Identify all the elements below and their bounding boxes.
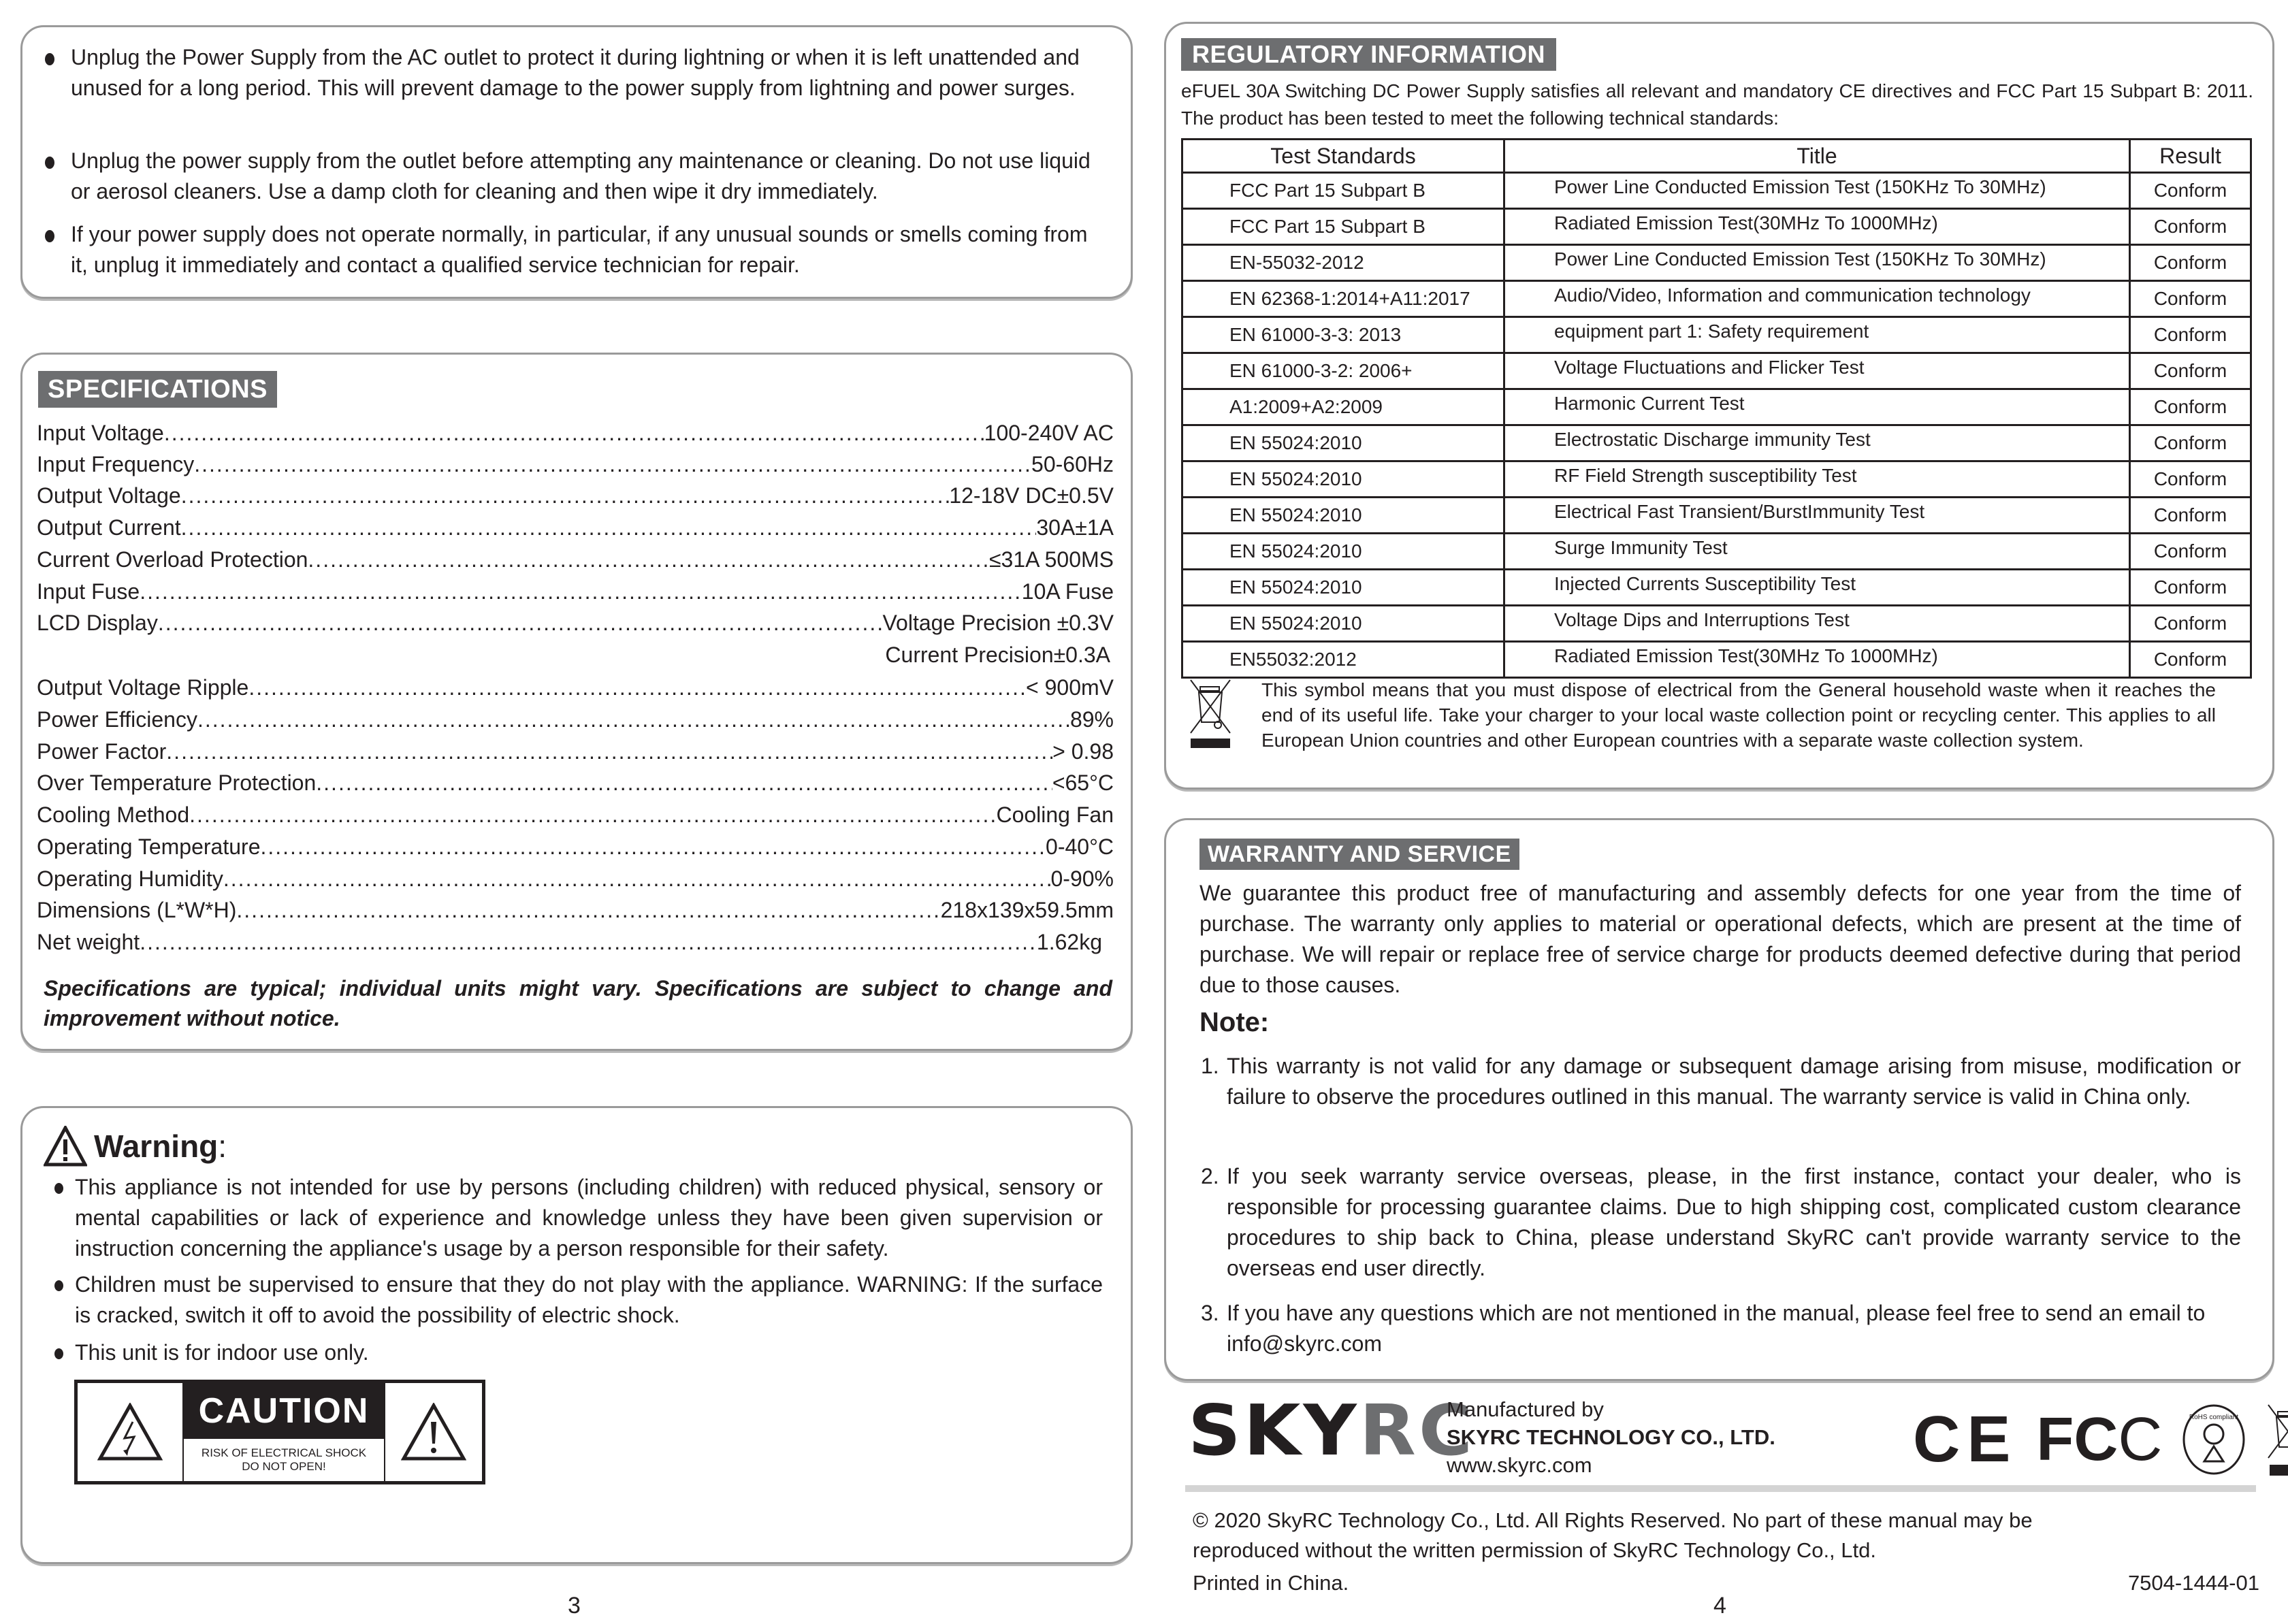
- caution-exclaim-panel: [384, 1383, 482, 1481]
- bullet-icon: [54, 1348, 63, 1359]
- spec-row: Operating Humidity ..... 0-90%: [37, 863, 1114, 894]
- electric-shock-icon: [97, 1403, 163, 1461]
- copyright: © 2020 SkyRC Technology Co., Ltd. All Rights Reserved. No part of these manual may be reproduced without the written permission of SkyRC Technology Co., Ltd.: [1193, 1508, 2033, 1562]
- spec-row: Current Overload Protection ..... ≤31A 500MS: [37, 544, 1114, 575]
- manufacturer-info: Manufactured by SKYRC TECHNOLOGY CO., LTD. www.skyrc.com: [1447, 1395, 1775, 1479]
- regulatory-intro: eFUEL 30A Switching DC Power Supply satisfies all relevant and mandatory CE directives and FCC Part 15 Subpart B: 2011. The product has been tested to meet the following technical standards:: [1181, 80, 2253, 129]
- bullet-icon: [54, 1280, 63, 1291]
- table-row: EN 55024:2010 Electrostatic Discharge immunity Test Conform: [1182, 425, 2251, 461]
- spec-row: Output Voltage Ripple ..... < 900mV: [37, 672, 1114, 703]
- spec-row: Power Factor ..... > 0.98: [37, 736, 1114, 767]
- warning-bullet: Children must be supervised to ensure that they do not play with the appliance. WARNING: If the surface is cracked, switch it off to avoid the possibility of electric shock.: [54, 1269, 1103, 1331]
- skyrc-logo: SKYRC: [1188, 1391, 1476, 1472]
- table-row: A1:2009+A2:2009 Harmonic Current Test Conform: [1182, 389, 2251, 425]
- warning-bullet: This appliance is not intended for use by persons (including children) with reduced physical, sensory or mental capabilities or lack of experience and knowledge unless they have been given supervision or instruction concerning the appliance's usage by a person responsible for their safety.: [54, 1172, 1103, 1264]
- regulatory-header: REGULATORY INFORMATION: [1181, 38, 1556, 71]
- spec-row: Over Temperature Protection ..... <65°C: [37, 767, 1114, 798]
- page-number-right: 4: [1713, 1593, 1726, 1619]
- table-row: EN 55024:2010 Surge Immunity Test Conform: [1182, 534, 2251, 570]
- table-row: EN 55024:2010 Electrical Fast Transient/BurstImmunity Test Conform: [1182, 498, 2251, 534]
- warning-bullet: This unit is for indoor use only.: [54, 1337, 1103, 1368]
- note-title: Note:: [1199, 1007, 1270, 1037]
- table-row: FCC Part 15 Subpart B Power Line Conducted Emission Test (150KHz To 30MHz) Conform: [1182, 173, 2251, 209]
- warranty-body: We guarantee this product free of manufacturing and assembly defects for one year from the time of purchase. The warranty only applies to material or operational defects, which are present at the time of purchase. We will repair or replace free of service charge for products deemed defective during that period due to those causes.: [1199, 881, 2241, 997]
- table-row: EN 61000-3-3: 2013 equipment part 1: Safety requirement Conform: [1182, 317, 2251, 353]
- spec-row: Net weight ..... 1.62kg: [37, 926, 1102, 958]
- rohs-compliant-icon: [2181, 1404, 2246, 1475]
- safety-bullet: Unplug the power supply from the outlet before attempting any maintenance or cleaning. Do not use liquid or aerosol cleaners. Use a damp cloth for cleaning and then wipe it dry immediately.: [45, 146, 1097, 207]
- weee-bin-icon: [2266, 1402, 2288, 1477]
- weee-symbol: [1188, 677, 1233, 751]
- table-row: EN55032:2012 Radiated Emission Test(30MHz To 1000MHz) Conform: [1182, 642, 2251, 678]
- spec-row: Power Efficiency ..... 89%: [37, 704, 1114, 735]
- spec-lcd-current-precision: Current Precision±0.3A: [885, 643, 1110, 667]
- specifications-note: Specifications are typical; individual units might vary. Specifications are subject to change and improvement without notice.: [44, 976, 1112, 1030]
- spec-row: Input Frequency ..... 50-60Hz: [37, 449, 1114, 480]
- spec-row: Operating Temperature ..... 0-40°C: [37, 831, 1114, 862]
- table-row: EN 62368-1:2014+A11:2017 Audio/Video, Information and communication technology Conform: [1182, 281, 2251, 317]
- caution-title: CAUTION: [184, 1383, 384, 1439]
- printed-in: Printed in China.: [1193, 1571, 1349, 1595]
- exclamation-triangle-icon: [401, 1403, 466, 1461]
- spec-row: Dimensions (L*W*H) ..... 218x139x59.5mm: [37, 894, 1114, 926]
- footer-separator: [1185, 1485, 2256, 1492]
- spec-row: Input Voltage ..... 100-240V AC: [37, 417, 1114, 449]
- page-number-left: 3: [568, 1593, 581, 1619]
- caution-shock-panel: [78, 1383, 184, 1481]
- crossed-bin-icon: [1188, 677, 1233, 748]
- table-header-row: Test Standards Title Result: [1182, 140, 2251, 173]
- regulatory-table: [1181, 138, 2252, 679]
- certification-marks: [1913, 1402, 2288, 1477]
- warranty-note: 1. This warranty is not valid for any damage or subsequent damage arising from misuse, modification or failure to observe the procedures outlined in this manual. The warranty service is valid in China only.: [1201, 1054, 2241, 1109]
- svg-text:RoHS compliant: RoHS compliant: [2189, 1414, 2239, 1421]
- table-row: FCC Part 15 Subpart B Radiated Emission Test(30MHz To 1000MHz) Conform: [1182, 209, 2251, 245]
- weee-text: This symbol means that you must dispose of electrical from the General household waste when it reaches the end of its useful life. Take your charger to your local waste collection point or recycling center. This applies to all European Union countries and other European countries with a separate waste collection system.: [1261, 679, 2216, 751]
- table-row: EN 55024:2010 Voltage Dips and Interruptions Test Conform: [1182, 606, 2251, 642]
- warning-heading: Warning :: [44, 1124, 227, 1168]
- table-row: EN-55032-2012 Power Line Conducted Emission Test (150KHz To 30MHz) Conform: [1182, 245, 2251, 281]
- spec-row: Output Current ..... 30A±1A: [37, 512, 1114, 543]
- warning-triangle-icon: [44, 1126, 87, 1167]
- fcc-mark-icon: FCC: [2036, 1406, 2163, 1474]
- table-row: EN 55024:2010 Injected Currents Susceptibility Test Conform: [1182, 570, 2251, 606]
- warranty-note: 3. If you have any questions which are not mentioned in the manual, please feel free to send an email to info@skyrc.com: [1201, 1301, 2206, 1356]
- caution-label: [74, 1380, 485, 1484]
- table-row: EN 61000-3-2: 2006+ Voltage Fluctuations and Flicker Test Conform: [1182, 353, 2251, 389]
- ce-mark-icon: CE: [1913, 1403, 2018, 1476]
- spec-row: LCD Display ..... Voltage Precision ±0.3V: [37, 607, 1114, 638]
- spec-row: Cooling Method ..... Cooling Fan: [37, 799, 1114, 830]
- warranty-header: WARRANTY AND SERVICE: [1199, 839, 1519, 870]
- bullet-icon: [45, 53, 54, 65]
- spec-row: Input Fuse ..... 10A Fuse: [37, 576, 1114, 607]
- warranty-note: 2. If you seek warranty service overseas, please, in the first instance, contact your dealer, who is responsible for processing guarantee claims. Due to high shipping cost, complicated custom clearance procedures to ship back to China, please understand SkyRC can't provide warranty service to the overseas end user directly.: [1201, 1164, 2241, 1280]
- safety-bullet: Unplug the Power Supply from the AC outlet to protect it during lightning or when it is left unattended and unused for a long period. This will prevent damage to the power supply from lightning and power surges.: [45, 42, 1097, 103]
- part-number: 7504-1444-01: [2127, 1571, 2259, 1595]
- bullet-icon: [54, 1183, 63, 1194]
- website-link[interactable]: www.skyrc.com: [1447, 1453, 1592, 1477]
- bullet-icon: [45, 230, 54, 242]
- bullet-icon: [45, 157, 54, 169]
- table-row: EN 55024:2010 RF Field Strength susceptibility Test Conform: [1182, 461, 2251, 498]
- caution-center-panel: CAUTION RISK OF ELECTRICAL SHOCK DO NOT OPEN!: [184, 1383, 384, 1481]
- spec-row: Output Voltage ..... 12-18V DC±0.5V: [37, 480, 1114, 511]
- safety-bullet: If your power supply does not operate normally, in particular, if any unusual sounds or smells coming from it, unplug it immediately and contact a qualified service technician for repair.: [45, 219, 1097, 280]
- specifications-header: SPECIFICATIONS: [38, 371, 277, 408]
